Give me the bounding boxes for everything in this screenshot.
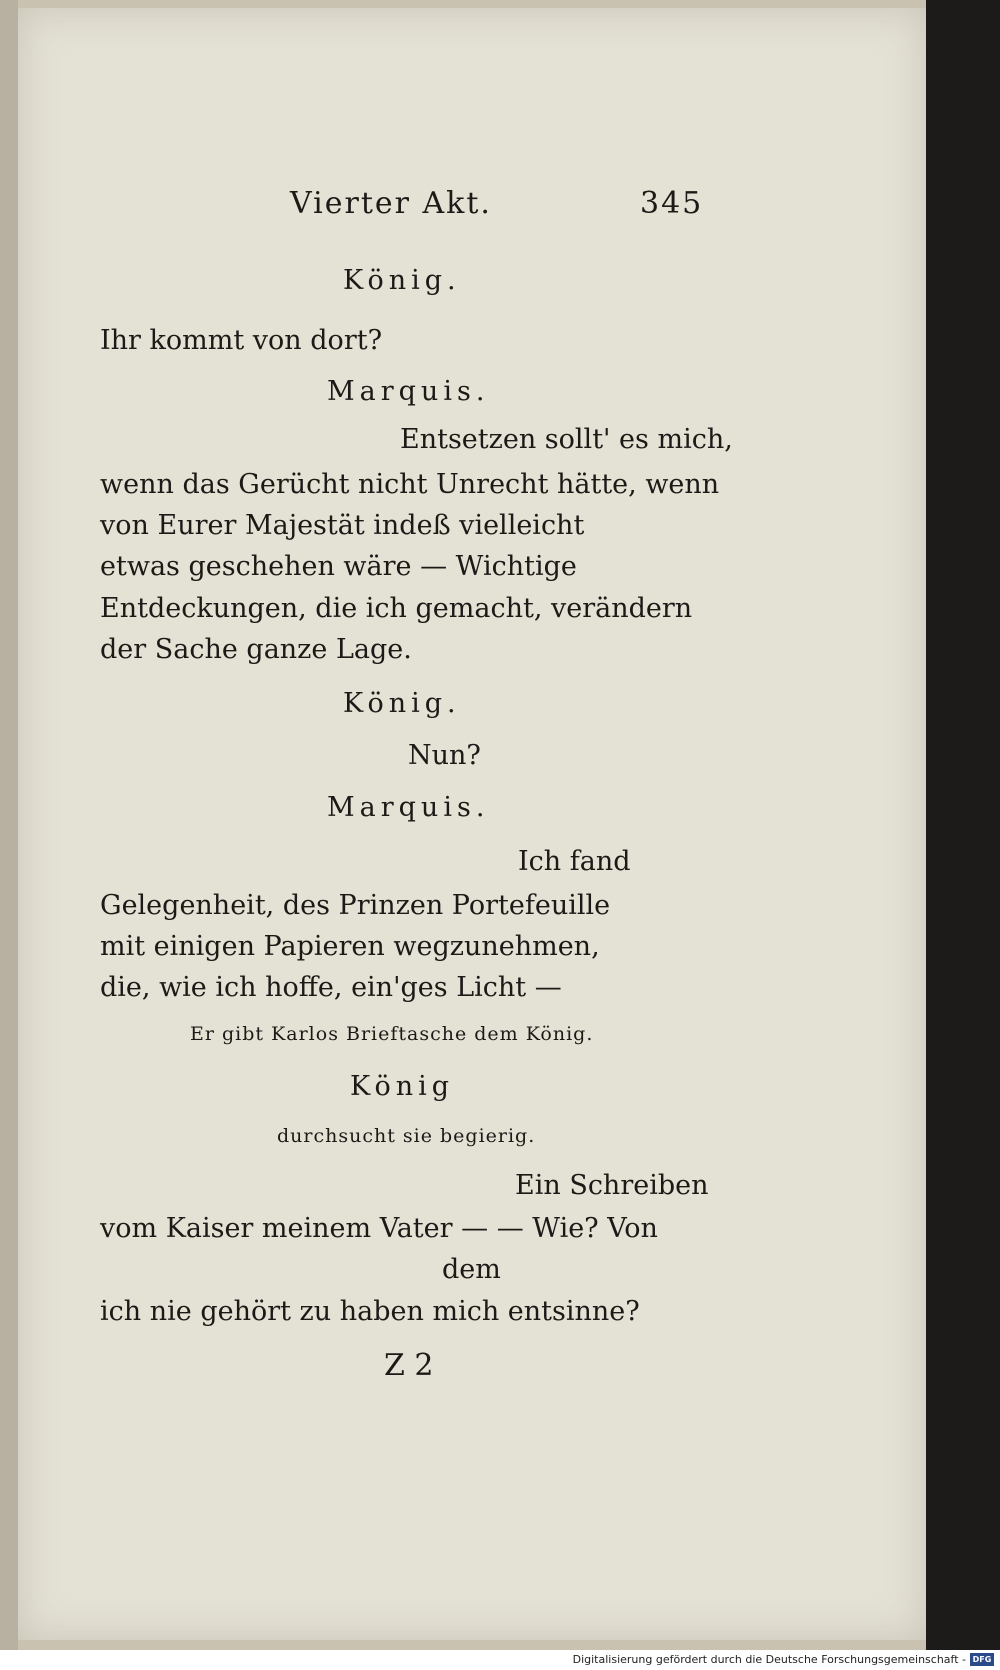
verse-line: Ihr kommt von dort? xyxy=(100,325,383,356)
dfg-logo: DFG xyxy=(970,1653,994,1666)
stage-direction: durchsucht sie begierig. xyxy=(277,1125,536,1147)
book-cover-edge xyxy=(926,0,1000,1650)
page-number: 345 xyxy=(640,186,704,221)
stage-direction: Er gibt Karlos Brieftasche dem König. xyxy=(190,1023,594,1045)
verse-line: Entsetzen sollt' es mich, xyxy=(400,424,733,455)
verse-line: Entdeckungen, die ich gemacht, verändern xyxy=(100,593,693,624)
verse-line: Nun? xyxy=(408,740,481,771)
verse-line: wenn das Gerücht nicht Unrecht hätte, wenn xyxy=(100,469,720,500)
verse-line: der Sache ganze Lage. xyxy=(100,634,412,665)
scan-left-margin xyxy=(0,0,18,1650)
verse-line: von Eurer Majestät indeß vielleicht xyxy=(100,510,585,541)
verse-line: Gelegenheit, des Prinzen Portefeuille xyxy=(100,890,611,921)
verse-line: ich nie gehört zu haben mich entsinne? xyxy=(100,1296,640,1327)
verse-line: etwas geschehen wäre — Wichtige xyxy=(100,551,577,582)
verse-line: die, wie ich hoffe, ein'ges Licht — xyxy=(100,972,562,1003)
verse-line: Ein Schreiben xyxy=(515,1170,709,1201)
digitization-credit: Digitalisierung gefördert durch die Deutsche Forschungsgemeinschaft - xyxy=(572,1653,966,1666)
speaker-name: Marquis. xyxy=(327,792,490,823)
speaker-name: König. xyxy=(343,688,461,719)
verse-line: mit einigen Papieren wegzunehmen, xyxy=(100,931,600,962)
verse-line: Ich fand xyxy=(518,846,631,877)
running-title: Vierter Akt. xyxy=(290,186,492,221)
book-page xyxy=(18,8,929,1640)
speaker-name: König xyxy=(350,1071,455,1102)
signature-mark: Z 2 xyxy=(384,1348,434,1383)
verse-line: vom Kaiser meinem Vater — — Wie? Von xyxy=(100,1213,658,1244)
speaker-name: Marquis. xyxy=(327,376,490,407)
speaker-name: König. xyxy=(343,265,461,296)
verse-line: dem xyxy=(442,1254,501,1285)
